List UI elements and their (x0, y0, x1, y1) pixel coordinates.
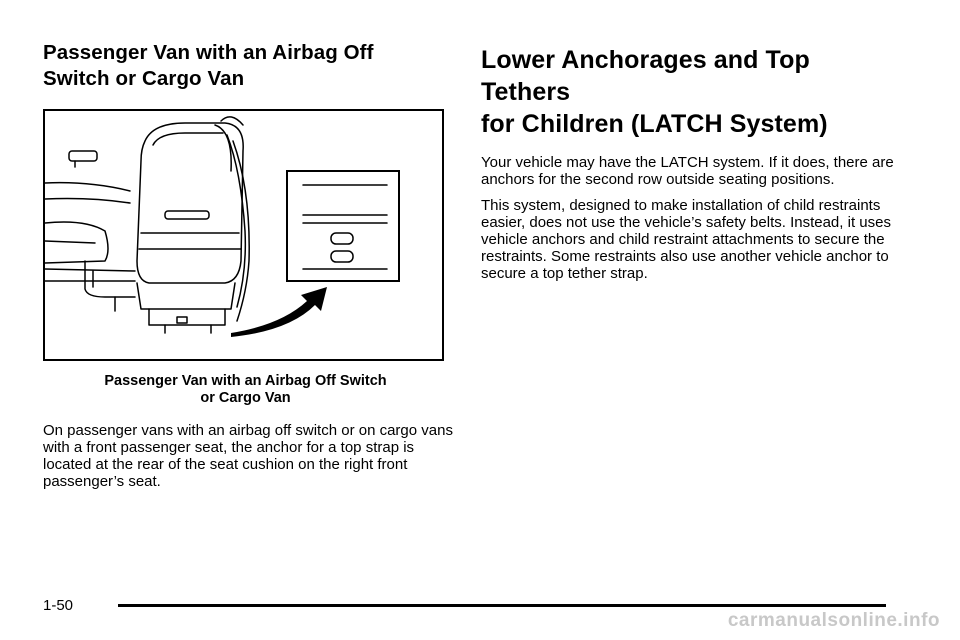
heading-line-2: for Children (LATCH System) (481, 110, 828, 138)
section-heading-airbag-off (43, 40, 448, 92)
page-number: 1-50 (43, 597, 74, 614)
right-paragraph-1: Your vehicle may have the LATCH system. If it does, there are anchors for the second row outside seating positions. (481, 154, 894, 188)
heading-line-1: Passenger Van with an Airbag Off (43, 41, 374, 64)
caption-line-2: or Cargo Van (200, 390, 291, 406)
heading-line-2: Switch or Cargo Van (43, 67, 245, 90)
watermark: carmanualsonline.info (727, 610, 940, 631)
right-paragraph-2: This system, designed to make installation of child restraints easier, does not use the vehicle’s safety belts. Instead, it uses vehicle anchors and child restraint attachments to secure the restraints. Some restraints also use another vehicle anchor to secure a top tether strap. (481, 197, 891, 282)
left-paragraph: On passenger vans with an airbag off switch or on cargo vans with a front passenger seat, the anchor for a top strap is located at the rear of the seat cushion on the right front passenger’s seat. (43, 422, 453, 490)
seat-anchor-illustration (43, 109, 444, 361)
seat-anchor-drawing (45, 111, 442, 359)
right-body (481, 154, 901, 282)
caption-line-1: Passenger Van with an Airbag Off Switch (104, 373, 387, 389)
left-body (43, 422, 453, 490)
section-heading-latch (481, 44, 901, 140)
left-column-header (43, 40, 448, 92)
heading-line-1: Lower Anchorages and Top Tethers (481, 46, 810, 106)
footer-rule (118, 604, 886, 607)
figure-caption (43, 373, 448, 407)
right-column (481, 44, 901, 291)
